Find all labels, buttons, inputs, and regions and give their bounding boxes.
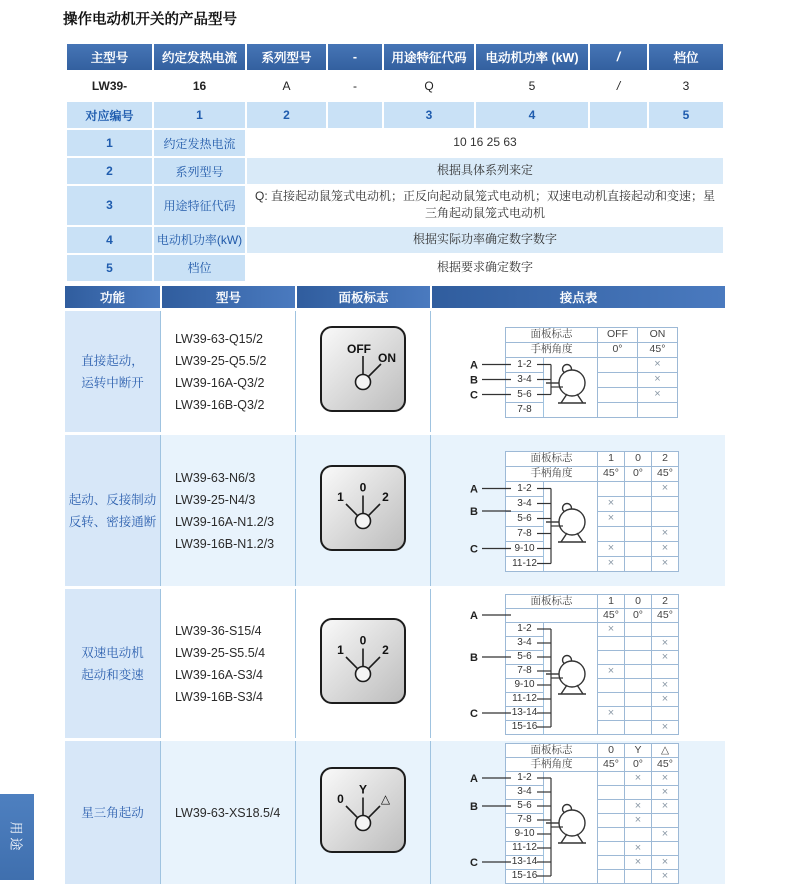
legend-number-cell: 2 (67, 158, 152, 184)
panel-mark-label: 面板标志 (506, 594, 598, 608)
contact-mark-cell (625, 827, 652, 841)
model-number: LW39-36-S15/4 (175, 623, 262, 638)
table-header-row (65, 286, 725, 308)
legend-number-cell: 1 (67, 130, 152, 156)
table-row (67, 130, 723, 156)
rotary-switch-icon (319, 464, 407, 552)
handle-angle-label: 手柄角度 (506, 466, 598, 481)
mark-header-cell: 0 (625, 594, 652, 608)
function-cell: 起动、反接制动 反转、密接通断 (65, 435, 160, 586)
angle-cell: 45° (652, 757, 679, 771)
svg-text:0: 0 (337, 792, 344, 806)
legend-name-cell: 档位 (154, 255, 245, 281)
sidebar-tab-label: 用途 (8, 820, 24, 854)
legend-name-cell: 系列型号 (154, 158, 245, 184)
svg-text:OFF: OFF (347, 342, 371, 356)
contact-mark-cell (598, 387, 638, 402)
model-number: LW39-16A-Q3/2 (175, 375, 265, 390)
contact-mark-cell (598, 678, 625, 692)
terminal-cell: 9-10 (506, 678, 544, 692)
function-cell: 星三角起动 (65, 741, 160, 884)
terminal-cell: 5-6 (506, 387, 544, 402)
legend-desc-cell: 根据具体系列来定 (247, 158, 723, 184)
panel-mark-cell (295, 589, 430, 738)
contact-mark-cell: × (638, 372, 678, 387)
terminal-cell: 7-8 (506, 402, 544, 417)
models-cell (160, 741, 295, 884)
table-row (65, 589, 725, 738)
contact-mark-cell: × (652, 636, 679, 650)
phase-label: B (470, 651, 478, 664)
contact-mark-cell: × (652, 771, 679, 785)
contact-mark-cell (598, 720, 625, 734)
rotary-switch-icon (319, 766, 407, 854)
phase-label: B (470, 800, 478, 813)
header-cell: 档位 (649, 44, 723, 70)
svg-text:ON: ON (378, 351, 396, 365)
contact-mark-cell (598, 526, 625, 541)
motor-icon (545, 801, 597, 851)
contact-mark-cell (598, 481, 625, 496)
model-code-cell: 5 (476, 72, 588, 100)
contact-mark-cell: × (652, 692, 679, 706)
contact-mark-cell: × (598, 556, 625, 571)
motor-icon (545, 652, 597, 702)
contact-mark-cell: × (638, 357, 678, 372)
mark-header-cell: OFF (598, 327, 638, 342)
table-row (67, 186, 723, 225)
handle-angle-label: 手柄角度 (506, 757, 598, 771)
contact-mark-cell: × (652, 720, 679, 734)
table-row (65, 435, 725, 586)
contact-mark-cell (652, 496, 679, 511)
panel-mark-label: 面板标志 (506, 451, 598, 466)
legend-desc-cell: Q: 直接起动鼠笼式电动机；正反向起动鼠笼式电动机；双速电动机直接起动和变速；星三角起动鼠笼式电动机 (247, 186, 723, 225)
terminal-cell: 3-4 (506, 372, 544, 387)
mark-header-cell: 1 (598, 451, 625, 466)
model-code-cell: Q (384, 72, 474, 100)
svg-text:1: 1 (337, 643, 344, 657)
contact-mark-cell: × (652, 526, 679, 541)
model-number: LW39-25-N4/3 (175, 492, 256, 507)
contact-mark-cell (625, 526, 652, 541)
mark-header-cell: 0 (598, 743, 625, 757)
contact-mark-cell (638, 402, 678, 417)
contact-mark-cell: × (652, 869, 679, 883)
angle-cell: 45° (598, 466, 625, 481)
legend-name-cell: 约定发热电流 (154, 130, 245, 156)
contact-table-cell (430, 435, 725, 586)
contact-table-cell (430, 741, 725, 884)
legend-name-cell: 用途特征代码 (154, 186, 245, 225)
contact-mark-cell (598, 785, 625, 799)
page-title: 操作电动机开关的产品型号 (63, 12, 237, 28)
angle-cell: 45° (598, 608, 625, 622)
model-number: LW39-63-Q15/2 (175, 331, 264, 346)
mark-header-cell: 1 (598, 594, 625, 608)
terminal-cell: 3-4 (506, 496, 544, 511)
contact-mark-cell (625, 636, 652, 650)
contact-mark-cell (625, 720, 652, 734)
index-row-label: 对应编号 (67, 102, 152, 128)
contact-mark-cell (598, 692, 625, 706)
svg-text:0: 0 (359, 633, 367, 648)
panel-mark-label: 面板标志 (506, 743, 598, 757)
terminal-cell: 11-12 (506, 841, 544, 855)
handle-angle-label: 手柄角度 (506, 342, 598, 357)
mark-header-cell: 0 (625, 451, 652, 466)
table-row (67, 255, 723, 281)
contact-mark-cell (598, 813, 625, 827)
header-cell: / (590, 44, 647, 70)
legend-number-cell: 5 (67, 255, 152, 281)
model-code-cell: 16 (154, 72, 245, 100)
models-cell (160, 311, 295, 432)
svg-text:2: 2 (382, 490, 389, 504)
model-code-cell: LW39- (67, 72, 152, 100)
contact-mark-cell: × (625, 771, 652, 785)
contact-mark-cell: × (652, 556, 679, 571)
terminal-cell: 11-12 (506, 692, 544, 706)
contact-mark-cell (652, 622, 679, 636)
terminal-cell: 7-8 (506, 813, 544, 827)
contact-mark-cell (598, 827, 625, 841)
contact-mark-cell (625, 481, 652, 496)
model-number: LW39-25-S5.5/4 (175, 645, 266, 660)
contact-row (506, 771, 679, 785)
terminal-cell: 5-6 (506, 799, 544, 813)
phase-label: A (470, 772, 478, 785)
contact-mark-cell: × (598, 706, 625, 720)
model-number: LW39-63-XS18.5/4 (175, 805, 281, 820)
contact-row (506, 481, 679, 496)
motor-cell (544, 771, 598, 883)
contact-mark-cell (598, 402, 638, 417)
table-row (67, 158, 723, 184)
terminal-cell: 7-8 (506, 526, 544, 541)
header-cell: 接点表 (430, 286, 725, 308)
mark-header-cell: Y (625, 743, 652, 757)
function-table (65, 283, 725, 887)
contact-table (505, 594, 679, 735)
model-code-cell: A (247, 72, 326, 100)
mark-header-cell: 2 (652, 594, 679, 608)
panel-mark-cell (295, 311, 430, 432)
header-cell: 主型号 (67, 44, 152, 70)
model-code-cell: / (590, 72, 647, 100)
contact-mark-cell (625, 511, 652, 526)
motor-icon (545, 500, 597, 550)
table-row (65, 741, 725, 884)
terminal-cell: 3-4 (506, 636, 544, 650)
header-cell: 型号 (160, 286, 295, 308)
legend-desc-cell: 根据要求确定数字 (247, 255, 723, 281)
terminal-cell: 13-14 (506, 706, 544, 720)
motor-icon (545, 361, 597, 411)
model-number: LW39-16B-Q3/2 (175, 397, 265, 412)
rotary-switch-icon (319, 617, 407, 705)
index-cell: 1 (154, 102, 245, 128)
contact-mark-cell: × (652, 541, 679, 556)
contact-mark-cell: × (598, 496, 625, 511)
contact-mark-cell: × (625, 799, 652, 813)
header-cell: 电动机功率 (kW) (476, 44, 588, 70)
contact-mark-cell (625, 650, 652, 664)
panel-mark-cell (295, 741, 430, 884)
angle-cell: 0° (625, 608, 652, 622)
contact-mark-cell: × (652, 785, 679, 799)
contact-mark-cell (625, 706, 652, 720)
contact-row (506, 357, 678, 372)
svg-text:2: 2 (382, 643, 389, 657)
contact-row (506, 622, 679, 636)
model-number: LW39-16B-S3/4 (175, 689, 264, 704)
table-row (67, 102, 723, 128)
contact-table-block (467, 451, 678, 571)
phase-label: B (470, 374, 478, 386)
model-code-cell: - (328, 72, 382, 100)
terminal-cell: 3-4 (506, 785, 544, 799)
model-code-table (65, 42, 725, 283)
contact-mark-cell: × (625, 855, 652, 869)
contact-table-cell (430, 589, 725, 738)
terminal-cell: 11-12 (506, 556, 544, 571)
contact-mark-cell (652, 664, 679, 678)
table-header-row (67, 44, 723, 70)
function-cell: 直接起动， 运转中断开 (65, 311, 160, 432)
contact-mark-cell (652, 813, 679, 827)
contact-table-block (467, 743, 678, 883)
motor-cell (544, 357, 598, 417)
index-cell (590, 102, 647, 128)
panel-mark-cell (295, 435, 430, 586)
legend-number-cell: 3 (67, 186, 152, 225)
angle-cell: 45° (598, 757, 625, 771)
legend-desc-cell: 根据实际功率确定数字数字 (247, 227, 723, 253)
motor-cell (544, 481, 598, 571)
model-number: LW39-63-N6/3 (175, 470, 256, 485)
terminal-cell: 9-10 (506, 541, 544, 556)
contact-table-cell (430, 311, 725, 432)
contact-table (505, 451, 679, 572)
contact-mark-cell (625, 692, 652, 706)
contact-mark-cell: × (598, 622, 625, 636)
contact-mark-cell: × (625, 813, 652, 827)
contact-mark-cell (598, 357, 638, 372)
svg-text:Y: Y (358, 782, 368, 797)
contact-mark-cell (652, 841, 679, 855)
contact-mark-cell (625, 496, 652, 511)
angle-cell: 45° (638, 342, 678, 357)
terminal-cell: 1-2 (506, 622, 544, 636)
terminal-cell: 1-2 (506, 357, 544, 372)
terminal-cell: 15-16 (506, 869, 544, 883)
contact-mark-cell (598, 372, 638, 387)
phase-label: A (470, 609, 478, 622)
index-cell: 2 (247, 102, 326, 128)
terminal-cell: 1-2 (506, 481, 544, 496)
mark-header-cell: △ (652, 743, 679, 757)
contact-mark-cell (598, 650, 625, 664)
header-cell: 系列型号 (247, 44, 326, 70)
terminal-cell: 13-14 (506, 855, 544, 869)
terminal-cell: 5-6 (506, 650, 544, 664)
phase-label: C (470, 707, 478, 720)
contact-mark-cell (598, 841, 625, 855)
angle-cell: 45° (652, 466, 679, 481)
contact-mark-cell: × (652, 678, 679, 692)
contact-mark-cell: × (652, 481, 679, 496)
contact-table (505, 327, 678, 418)
header-cell: 约定发热电流 (154, 44, 245, 70)
contact-mark-cell: × (652, 650, 679, 664)
angle-cell: 0° (625, 466, 652, 481)
terminal-cell: 7-8 (506, 664, 544, 678)
terminal-cell: 5-6 (506, 511, 544, 526)
contact-mark-cell (625, 541, 652, 556)
header-cell: 功能 (65, 286, 160, 308)
angle-cell: 0° (598, 342, 638, 357)
index-cell (328, 102, 382, 128)
model-code-cell: 3 (649, 72, 723, 100)
angle-cell: 45° (652, 608, 679, 622)
motor-cell (544, 622, 598, 734)
index-cell: 4 (476, 102, 588, 128)
terminal-cell: 1-2 (506, 771, 544, 785)
angle-cell: 0° (625, 757, 652, 771)
mark-header-cell: 2 (652, 451, 679, 466)
contact-mark-cell: × (598, 664, 625, 678)
phase-label: C (470, 389, 478, 401)
sidebar-tab-usage[interactable] (0, 794, 34, 880)
contact-mark-cell (625, 785, 652, 799)
contact-table-block (467, 594, 678, 734)
terminal-cell: 9-10 (506, 827, 544, 841)
legend-number-cell: 4 (67, 227, 152, 253)
table-row (67, 227, 723, 253)
contact-mark-cell (625, 622, 652, 636)
header-cell: - (328, 44, 382, 70)
contact-mark-cell (598, 855, 625, 869)
contact-mark-cell (625, 556, 652, 571)
contact-mark-cell: × (652, 827, 679, 841)
contact-mark-cell: × (598, 541, 625, 556)
phase-label: A (470, 483, 478, 495)
phase-label: A (470, 359, 478, 371)
contact-mark-cell (652, 511, 679, 526)
model-number: LW39-16B-N1.2/3 (175, 536, 275, 551)
contact-mark-cell: × (652, 855, 679, 869)
table-row (65, 311, 725, 432)
function-cell: 双速电动机 起动和变速 (65, 589, 160, 738)
contact-table (505, 743, 679, 884)
contact-mark-cell (598, 799, 625, 813)
contact-mark-cell: × (625, 841, 652, 855)
rotary-switch-icon (319, 325, 407, 413)
models-cell (160, 435, 295, 586)
handle-angle-label (506, 608, 598, 622)
contact-mark-cell (598, 636, 625, 650)
index-cell: 5 (649, 102, 723, 128)
contact-mark-cell (625, 678, 652, 692)
contact-mark-cell: × (652, 799, 679, 813)
contact-mark-cell: × (598, 511, 625, 526)
contact-mark-cell (598, 869, 625, 883)
phase-label: C (470, 543, 478, 555)
phase-label: C (470, 856, 478, 869)
index-cell: 3 (384, 102, 474, 128)
svg-text:△: △ (380, 792, 391, 806)
table-row (67, 72, 723, 100)
contact-mark-cell (652, 706, 679, 720)
terminal-cell: 15-16 (506, 720, 544, 734)
legend-name-cell: 电动机功率(kW) (154, 227, 245, 253)
contact-mark-cell (625, 664, 652, 678)
phase-label: B (470, 505, 478, 518)
model-number: LW39-16A-S3/4 (175, 667, 264, 682)
models-cell (160, 589, 295, 738)
mark-header-cell: ON (638, 327, 678, 342)
panel-mark-label: 面板标志 (506, 327, 598, 342)
header-cell: 面板标志 (295, 286, 430, 308)
header-cell: 用途特征代码 (384, 44, 474, 70)
svg-text:0: 0 (359, 480, 367, 495)
contact-mark-cell (598, 771, 625, 785)
model-number: LW39-16A-N1.2/3 (175, 514, 275, 529)
contact-table-block (467, 327, 677, 417)
model-number: LW39-25-Q5.5/2 (175, 353, 267, 368)
contact-mark-cell (625, 869, 652, 883)
svg-text:1: 1 (337, 490, 344, 504)
legend-desc-cell: 10 16 25 63 (247, 130, 723, 156)
contact-mark-cell: × (638, 387, 678, 402)
